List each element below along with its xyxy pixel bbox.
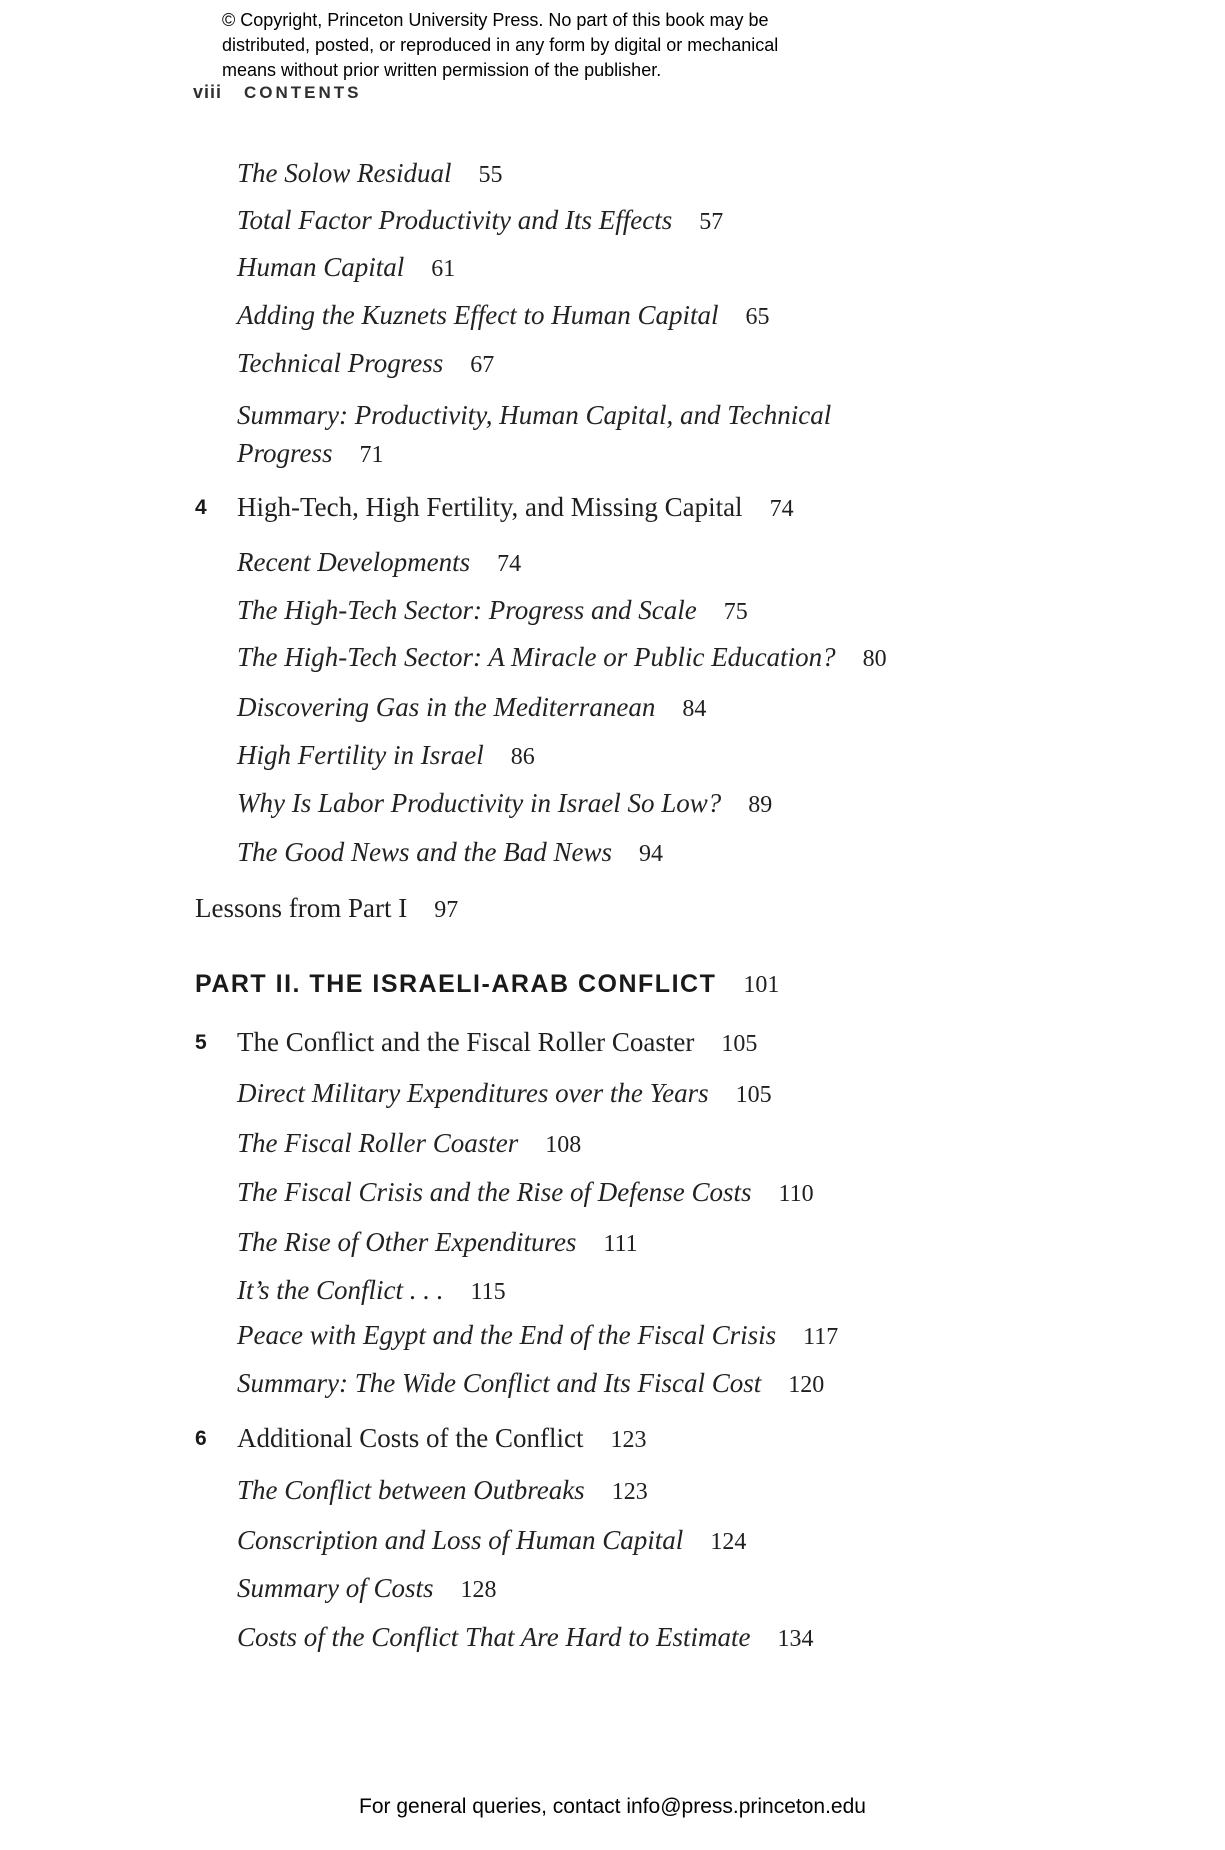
toc-entry-title: The Fiscal Roller Coaster: [237, 1128, 519, 1158]
toc-entry-title: The Rise of Other Expenditures: [237, 1227, 577, 1257]
toc-entry-title: It’s the Conflict . . .: [237, 1275, 444, 1305]
toc-entry-page: 75: [723, 599, 748, 625]
chapter-number: 4: [195, 496, 207, 519]
toc-entry-page: 101: [743, 972, 780, 998]
toc-chapter-entry: [0, 1027, 1225, 1058]
toc-entry-page: 74: [497, 551, 522, 577]
toc-entry-page: 128: [460, 1577, 497, 1603]
toc-chapter-entry: [0, 492, 1225, 523]
toc-entry-page: 105: [721, 1031, 758, 1057]
page-folio: viii: [193, 82, 223, 102]
toc-entry-title: High Fertility in Israel: [237, 740, 484, 770]
chapter-number: 5: [195, 1031, 207, 1054]
toc-entry: [0, 1275, 1225, 1306]
toc-entry: [0, 547, 1225, 578]
toc-entry-title: The High-Tech Sector: A Miracle or Public Education?: [237, 642, 836, 672]
toc-entry: [0, 595, 1225, 626]
toc-entry-continuation: [0, 438, 1225, 469]
toc-entry: [0, 837, 1225, 868]
toc-entry: [0, 642, 1225, 673]
toc-entry: [0, 1227, 1225, 1258]
toc-entry-page: 97: [434, 897, 459, 923]
toc-entry-page: 61: [431, 256, 456, 282]
page-title: CONTENTS: [244, 83, 362, 102]
toc-entry-title: Conscription and Loss of Human Capital: [237, 1525, 684, 1555]
toc-entry-title: The Conflict and the Fiscal Roller Coaster: [237, 1027, 695, 1057]
toc-entry-page: 67: [470, 352, 495, 378]
toc-entry-title: Adding the Kuznets Effect to Human Capital: [237, 300, 719, 330]
copyright-line: means without prior written permission of the publisher.: [222, 60, 662, 80]
toc-entry-title: Summary of Costs: [237, 1573, 434, 1603]
toc-entry: [0, 1573, 1225, 1604]
toc-entry-page: 89: [748, 792, 773, 818]
toc-entry-page: 55: [478, 162, 503, 188]
copyright-line: © Copyright, Princeton University Press. No part of this book may be: [222, 10, 769, 30]
toc-entry-page: 115: [470, 1279, 506, 1305]
toc-entry-page: 84: [682, 696, 707, 722]
toc-entry-page: 94: [639, 841, 663, 867]
toc-entry-title: Why Is Labor Productivity in Israel So Low?: [237, 788, 722, 818]
toc-entry-title: Discovering Gas in the Mediterranean: [237, 692, 656, 722]
toc-entry: [0, 1475, 1225, 1506]
running-head: [193, 82, 362, 103]
toc-entry: [0, 1622, 1225, 1653]
toc-entry-title: High-Tech, High Fertility, and Missing Capital: [237, 492, 743, 522]
toc-entry-title: The Conflict between Outbreaks: [237, 1475, 585, 1505]
toc-entry: [0, 348, 1225, 379]
toc-entry-page: 74: [769, 496, 794, 522]
toc-entry-page: 108: [545, 1132, 582, 1158]
toc-entry-page: 57: [699, 209, 724, 235]
toc-entry-title: Additional Costs of the Conflict: [237, 1423, 584, 1453]
toc-entry: [0, 252, 1225, 283]
toc-entry: [0, 1368, 1225, 1399]
toc-entry: [0, 1320, 1225, 1351]
copyright-notice: [222, 8, 778, 83]
toc-entry-page: 111: [603, 1231, 638, 1257]
toc-entry-title: The High-Tech Sector: Progress and Scale: [237, 595, 697, 625]
toc-entry-page: 86: [510, 744, 535, 770]
toc-entry-title: Costs of the Conflict That Are Hard to Estimate: [237, 1622, 751, 1652]
toc-entry: [0, 300, 1225, 331]
toc-chapter-entry: [0, 1423, 1225, 1454]
toc-entry-page: 123: [610, 1427, 647, 1453]
toc-entry: [0, 1128, 1225, 1159]
toc-entry-page: 120: [788, 1372, 825, 1398]
chapter-number: 6: [195, 1427, 207, 1450]
toc-part-heading: [0, 970, 1225, 999]
toc-entry-page: 105: [735, 1082, 772, 1108]
toc-entry: [0, 1177, 1225, 1208]
toc-entry-title: The Fiscal Crisis and the Rise of Defense Costs: [237, 1177, 752, 1207]
toc-entry-title: Direct Military Expenditures over the Years: [237, 1078, 709, 1108]
toc-entry-title: Summary: The Wide Conflict and Its Fiscal Cost: [237, 1368, 762, 1398]
toc-entry: [0, 692, 1225, 723]
toc-entry: [0, 158, 1225, 189]
part-title: PART II. THE ISRAELI-ARAB CONFLICT: [195, 970, 717, 998]
copyright-line: distributed, posted, or reproduced in any form by digital or mechanical: [222, 35, 779, 55]
toc-entry-title: Summary: Productivity, Human Capital, and Technical: [237, 400, 832, 430]
toc-entry-page: 110: [778, 1181, 814, 1207]
toc-entry: [0, 400, 1225, 431]
toc-entry-title: Technical Progress: [237, 348, 444, 378]
toc-entry-title: Recent Developments: [237, 547, 471, 577]
toc-entry-title: Total Factor Productivity and Its Effects: [237, 205, 673, 235]
toc-entry: [0, 1525, 1225, 1556]
toc-entry-title: Peace with Egypt and the End of the Fiscal Crisis: [237, 1320, 777, 1350]
toc-entry: [0, 788, 1225, 819]
toc-entry-title: Human Capital: [237, 252, 405, 282]
toc-entry-page: 71: [359, 442, 384, 468]
toc-entry-title: The Solow Residual: [237, 158, 452, 188]
toc-entry-page: 117: [803, 1324, 839, 1350]
toc-entry-page: 80: [862, 646, 887, 672]
toc-entry-page: 124: [710, 1529, 747, 1555]
toc-entry: [0, 1078, 1225, 1109]
toc-entry: [0, 740, 1225, 771]
toc-entry-page: 134: [777, 1626, 814, 1652]
toc-entry: [0, 205, 1225, 236]
toc-entry-title: The Good News and the Bad News: [237, 837, 612, 867]
toc-section-entry: [0, 893, 1225, 924]
toc-entry-title: Lessons from Part I: [195, 893, 408, 923]
toc-entry-page: 65: [745, 304, 770, 330]
footer-contact-line: For general queries, contact info@press.princeton.edu: [359, 1795, 866, 1818]
toc-entry-page: 123: [611, 1479, 648, 1505]
toc-entry-title: Progress: [237, 438, 333, 468]
